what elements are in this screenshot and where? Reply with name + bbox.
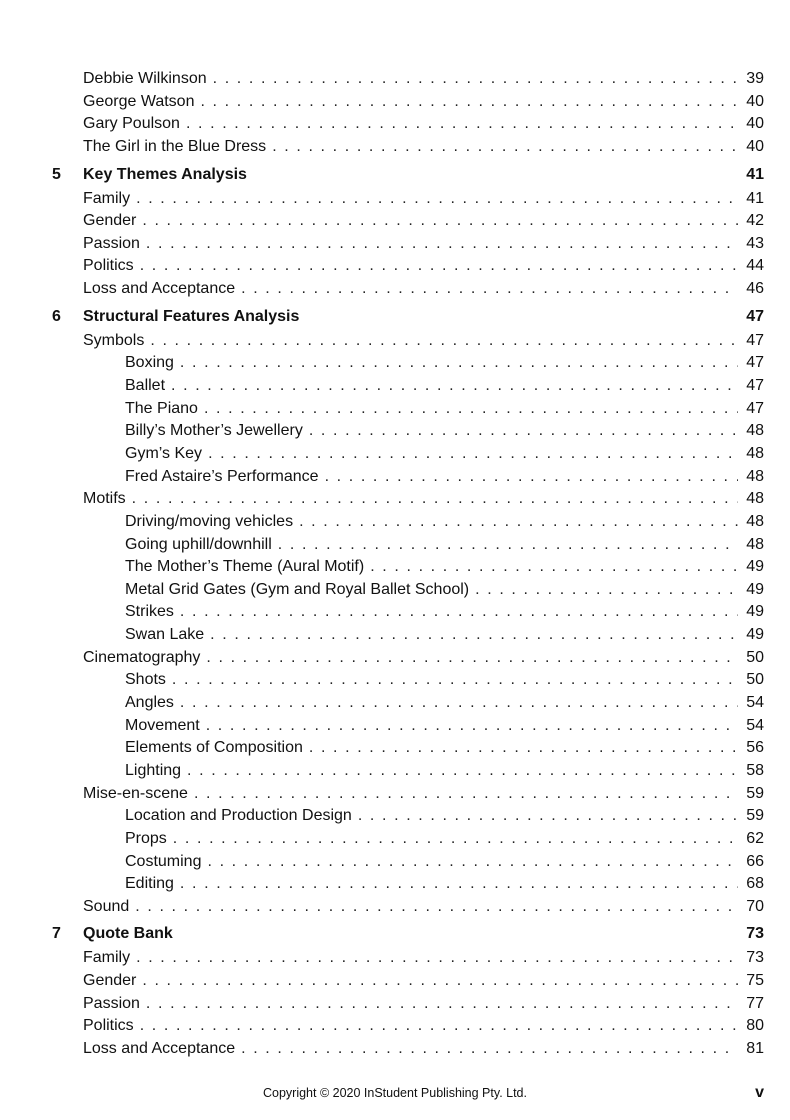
toc-entry-label: Lighting [125, 760, 187, 783]
toc-page-number: 66 [746, 852, 764, 870]
dot-leader [135, 896, 738, 919]
toc-entry [83, 162, 738, 188]
dot-leader [210, 624, 738, 647]
toc-page-number: 49 [746, 626, 764, 644]
toc-entry-label: Politics [83, 1015, 140, 1038]
toc-page-number: 77 [746, 994, 764, 1012]
toc-entry-row[interactable] [0, 556, 790, 579]
dot-leader [142, 210, 738, 233]
toc-entry-row[interactable] [0, 443, 790, 466]
toc-entry-row[interactable] [0, 851, 790, 874]
toc-page-number: 54 [746, 716, 764, 734]
toc-page-number: 73 [746, 925, 764, 943]
dot-leader [132, 488, 738, 511]
toc-entry-label: Motifs [83, 488, 132, 511]
toc-entry [125, 443, 738, 466]
toc-entry [125, 466, 738, 489]
toc-entry-label: Angles [125, 692, 180, 715]
toc-page-number: 48 [746, 467, 764, 485]
toc-entry [125, 873, 738, 896]
toc-entry-label: Sound [83, 896, 135, 919]
dot-leader [146, 993, 738, 1016]
toc-entry-label: George Watson [83, 91, 200, 114]
dot-leader [140, 255, 738, 278]
toc-page-number: 59 [746, 784, 764, 802]
toc-page-number: 50 [746, 648, 764, 666]
toc-entry [125, 669, 738, 692]
toc-entry-label: Metal Grid Gates (Gym and Royal Ballet School) [125, 579, 475, 602]
chapter-title: Structural Features Analysis [83, 304, 305, 330]
toc-page-number: 54 [746, 694, 764, 712]
toc-entry-row[interactable] [0, 783, 790, 806]
toc-entry-row[interactable] [0, 737, 790, 760]
toc-entry [83, 304, 738, 330]
toc-page-number: 81 [746, 1039, 764, 1057]
dot-leader [180, 692, 738, 715]
toc-entry-label: Gender [83, 970, 142, 993]
toc-entry-row[interactable] [0, 1015, 790, 1038]
toc-entry-row[interactable] [0, 113, 790, 136]
toc-page-number: 47 [746, 331, 764, 349]
toc-entry-label: Costuming [125, 851, 207, 874]
toc-entry [83, 330, 738, 353]
toc-entry-label: The Girl in the Blue Dress [83, 136, 272, 159]
dot-leader [150, 330, 738, 353]
dot-leader [172, 669, 738, 692]
toc-entry [83, 233, 738, 256]
toc-entry [83, 136, 738, 159]
toc-entry-label: Politics [83, 255, 140, 278]
toc-page-number: 48 [746, 512, 764, 530]
toc-page-number: 58 [746, 761, 764, 779]
toc-entry-label: Fred Astaire’s Performance [125, 466, 325, 489]
dot-leader [213, 68, 738, 91]
toc-entry-label: Family [83, 947, 136, 970]
dot-leader [187, 760, 738, 783]
toc-page-number: 49 [746, 558, 764, 576]
toc-entry-row[interactable] [0, 352, 790, 375]
toc-entry [83, 91, 738, 114]
chapter-number: 5 [52, 165, 61, 183]
chapter-title: Key Themes Analysis [83, 162, 253, 188]
toc-page-number: 48 [746, 422, 764, 440]
toc-entry-label: Passion [83, 993, 146, 1016]
dot-leader [241, 1038, 738, 1061]
toc-entry-label: Family [83, 188, 136, 211]
toc-entry-row[interactable] [0, 993, 790, 1016]
toc-entry-label: Editing [125, 873, 180, 896]
toc-entry-label: Loss and Acceptance [83, 278, 241, 301]
toc-entry-row[interactable] [0, 136, 790, 159]
page-number: v [755, 1084, 764, 1101]
toc-page-number: 46 [746, 280, 764, 298]
toc-entry [83, 896, 738, 919]
toc-entry [83, 921, 738, 947]
toc-entry [83, 993, 738, 1016]
toc-entry-label: Gender [83, 210, 142, 233]
toc-entry-label: Debbie Wilkinson [83, 68, 213, 91]
dot-leader [194, 783, 738, 806]
toc-entry-row[interactable] [0, 896, 790, 919]
toc-entry [83, 488, 738, 511]
toc-entry [125, 556, 738, 579]
dot-leader [204, 398, 738, 421]
chapter-title: Quote Bank [83, 921, 179, 947]
dot-leader [325, 466, 738, 489]
dot-leader [200, 91, 738, 114]
toc-entry-label: Movement [125, 715, 206, 738]
toc-entry-row[interactable] [0, 375, 790, 398]
dot-leader [475, 579, 738, 602]
toc-entry [125, 760, 738, 783]
dot-leader [206, 715, 738, 738]
toc-page-number: 56 [746, 739, 764, 757]
toc-entry-label: Mise-en-scene [83, 783, 194, 806]
toc-entry [83, 113, 738, 136]
toc-page-number: 47 [746, 307, 764, 325]
toc-entry-label: Passion [83, 233, 146, 256]
toc-entry-label: Symbols [83, 330, 150, 353]
toc-chapter-row[interactable] [0, 921, 790, 947]
toc-entry-row[interactable] [0, 210, 790, 233]
toc-page-number: 80 [746, 1017, 764, 1035]
toc-entry-label: Boxing [125, 352, 180, 375]
toc-entry [83, 970, 738, 993]
toc-entry-row[interactable] [0, 233, 790, 256]
dot-leader [171, 375, 738, 398]
toc-entry-row[interactable] [0, 488, 790, 511]
toc-entry-label: Location and Production Design [125, 805, 358, 828]
toc-entry [83, 1038, 738, 1061]
dot-leader [136, 188, 738, 211]
toc-entry-label: Loss and Acceptance [83, 1038, 241, 1061]
dot-leader [278, 534, 738, 557]
toc-entry-row[interactable] [0, 278, 790, 301]
toc-entry [83, 647, 738, 670]
toc-page-number: 43 [746, 234, 764, 252]
toc-page-number: 42 [746, 212, 764, 230]
toc-entry [83, 278, 738, 301]
toc-page-number: 62 [746, 829, 764, 847]
toc-entry [83, 783, 738, 806]
toc-entry [125, 375, 738, 398]
toc-entry-row[interactable] [0, 669, 790, 692]
dot-leader [241, 278, 738, 301]
toc-entry-row[interactable] [0, 828, 790, 851]
dot-leader [272, 136, 738, 159]
toc-entry-label: Strikes [125, 601, 180, 624]
toc-page-number: 48 [746, 490, 764, 508]
dot-leader [180, 873, 738, 896]
toc-entry [125, 534, 738, 557]
dot-leader [309, 420, 738, 443]
toc-entry [125, 624, 738, 647]
dot-leader [140, 1015, 738, 1038]
toc-entry-row[interactable] [0, 873, 790, 896]
dot-leader [299, 511, 738, 534]
toc-entry-row[interactable] [0, 330, 790, 353]
toc-entry [125, 851, 738, 874]
toc-page-number: 44 [746, 257, 764, 275]
toc-entry-row[interactable] [0, 466, 790, 489]
dot-leader [180, 601, 738, 624]
toc-page-number: 41 [746, 165, 764, 183]
dot-leader [142, 970, 738, 993]
toc-page-number: 40 [746, 92, 764, 110]
toc-entry [83, 1015, 738, 1038]
toc-entry-row[interactable] [0, 255, 790, 278]
toc-entry-label: Billy’s Mother’s Jewellery [125, 420, 309, 443]
toc-entry [125, 601, 738, 624]
toc-entry-row[interactable] [0, 692, 790, 715]
toc-entry [83, 947, 738, 970]
toc-entry [125, 737, 738, 760]
copyright-notice: Copyright © 2020 InStudent Publishing Pty. Ltd. [262, 1086, 527, 1100]
toc-entry-row[interactable] [0, 1038, 790, 1061]
toc-page-number: 47 [746, 354, 764, 372]
dot-leader [309, 737, 738, 760]
toc-entry-label: Elements of Composition [125, 737, 309, 760]
toc-entry-row[interactable] [0, 188, 790, 211]
page-footer [0, 1084, 790, 1104]
toc-entry-label: Swan Lake [125, 624, 210, 647]
toc-page-number: 48 [746, 535, 764, 553]
toc-entry-row[interactable] [0, 579, 790, 602]
toc-page-number: 47 [746, 399, 764, 417]
dot-leader [180, 352, 738, 375]
toc-entry-label: Shots [125, 669, 172, 692]
toc-page-number: 68 [746, 875, 764, 893]
toc-entry-label: Gym’s Key [125, 443, 208, 466]
toc-entry-label: Props [125, 828, 173, 851]
chapter-number: 6 [52, 307, 61, 325]
dot-leader [208, 443, 738, 466]
toc-chapter-row[interactable] [0, 162, 790, 188]
dot-leader [206, 647, 738, 670]
toc-entry [83, 68, 738, 91]
toc-page-number: 48 [746, 444, 764, 462]
toc-entry [125, 579, 738, 602]
toc-entry-row[interactable] [0, 624, 790, 647]
dot-leader [207, 851, 738, 874]
dot-leader [136, 947, 738, 970]
toc-entry [83, 255, 738, 278]
toc-page-number: 49 [746, 580, 764, 598]
toc-entry-label: Cinematography [83, 647, 206, 670]
toc-entry-row[interactable] [0, 511, 790, 534]
dot-leader [186, 113, 738, 136]
toc-entry-label: Gary Poulson [83, 113, 186, 136]
toc-page-number: 40 [746, 115, 764, 133]
toc-entry-row[interactable] [0, 534, 790, 557]
toc-entry-label: Going uphill/downhill [125, 534, 278, 557]
toc-page-number: 47 [746, 377, 764, 395]
toc-page-number: 41 [746, 189, 764, 207]
toc-entry [125, 511, 738, 534]
toc-entry-row[interactable] [0, 420, 790, 443]
toc-entry [125, 692, 738, 715]
toc-entry-row[interactable] [0, 715, 790, 738]
toc-chapter-row[interactable] [0, 304, 790, 330]
toc-entry-row[interactable] [0, 760, 790, 783]
toc-entry-row[interactable] [0, 68, 790, 91]
toc-entry [125, 805, 738, 828]
toc-entry [83, 210, 738, 233]
toc-entry-row[interactable] [0, 398, 790, 421]
chapter-number: 7 [52, 925, 61, 943]
toc-entry-label: Driving/moving vehicles [125, 511, 299, 534]
toc-entry-row[interactable] [0, 647, 790, 670]
toc-entry-label: Ballet [125, 375, 171, 398]
toc-entry-row[interactable] [0, 947, 790, 970]
toc-page-number: 59 [746, 807, 764, 825]
toc-entry [125, 420, 738, 443]
toc-entry-row[interactable] [0, 970, 790, 993]
dot-leader [370, 556, 738, 579]
toc-entry [125, 398, 738, 421]
toc-entry [125, 828, 738, 851]
dot-leader [173, 828, 738, 851]
toc-page-number: 73 [746, 949, 764, 967]
toc-page-number: 75 [746, 972, 764, 990]
toc-page-number: 40 [746, 137, 764, 155]
dot-leader [358, 805, 738, 828]
toc-entry-row[interactable] [0, 805, 790, 828]
toc-page-number: 49 [746, 603, 764, 621]
toc-entry-row[interactable] [0, 91, 790, 114]
toc-page-number: 70 [746, 897, 764, 915]
toc-entry-label: The Piano [125, 398, 204, 421]
toc-entry-label: The Mother’s Theme (Aural Motif) [125, 556, 370, 579]
toc-page-number: 50 [746, 671, 764, 689]
toc-page-number: 39 [746, 70, 764, 87]
toc-entry [125, 715, 738, 738]
toc-entry-row[interactable] [0, 601, 790, 624]
dot-leader [146, 233, 738, 256]
toc-entry [125, 352, 738, 375]
table-of-contents [0, 68, 790, 1061]
toc-entry [83, 188, 738, 211]
